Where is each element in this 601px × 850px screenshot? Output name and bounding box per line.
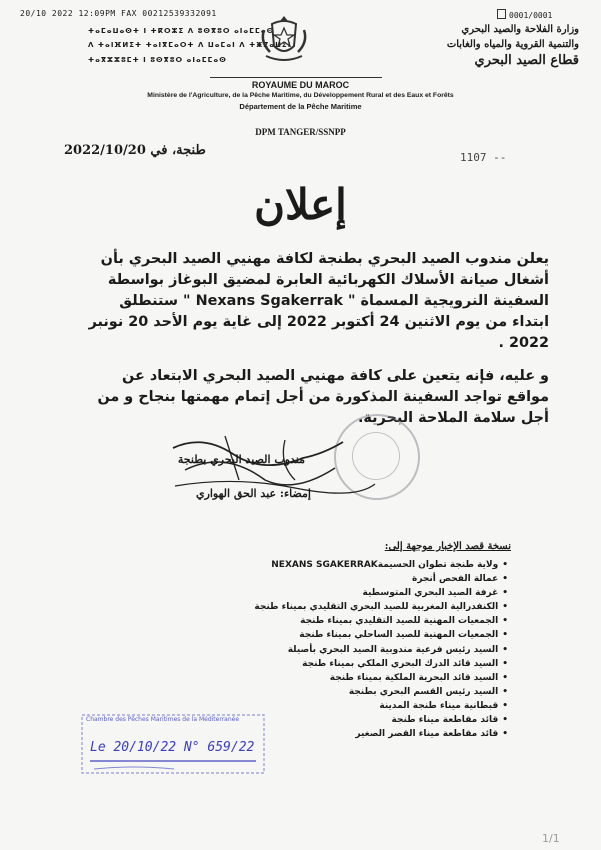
list-item: • قبطانية ميناء طنجة المدينة: [254, 699, 508, 713]
arabic-ministry-line-2: والتنمية القروية والمياه والغابات: [446, 39, 579, 50]
reception-stamp-label: Chambre des Pêches Maritimes de la Méditerranée: [86, 716, 240, 723]
list-item: • قائد مقاطعة ميناء القصر الصغير: [254, 727, 508, 741]
letterhead-rule: [210, 77, 382, 78]
paragraph-2-line: و عليه، فإنه يتعين على كافة مهنيي الصيد البحري الابتعاد عن: [122, 368, 549, 384]
page-counter: 1/1: [542, 832, 560, 845]
paragraph-2-line: أجل سلامة الملاحة البحرية.: [357, 410, 549, 426]
list-item: • الجمعيات المهنية للصيد الساحلي بميناء طنجة: [254, 628, 508, 642]
list-item: • الجمعيات المهنية للصيد التقليدي بميناء طنجة: [254, 614, 508, 628]
arabic-ministry-line-1: وزارة الفلاحة والصيد البحري: [461, 24, 579, 35]
arabic-sector-line: قطاع الصيد البحري: [474, 53, 579, 68]
fax-page-ref: 0001/0001: [497, 9, 552, 20]
announcement-title: إعلان: [254, 180, 347, 229]
paragraph-1-line: السفينة النرويجية المسماة " Nexans Sgakerrak " ستنطلق: [119, 293, 549, 309]
list-item: • قائد مقاطعة ميناء طنجة: [254, 713, 508, 727]
list-item: • السيد قائد الدرك البحري الملكي بميناء طنجة: [254, 657, 508, 671]
place-and-date: طنجة، في 2022/10/20: [64, 143, 206, 158]
ministry-name-fr: Ministère de l'Agriculture, de la Pêche Maritime, du Développement Rural et des Eaux et Forêts: [147, 92, 454, 99]
paragraph-2: [29, 366, 549, 429]
list-item: • الكنفدرالية المغربية للصيد البحري التقليدي بميناء طنجة: [254, 600, 508, 614]
tifinagh-line-3: ⵜⴰⴳⵣⵣⵓⵎⵜ ⵏ ⵓⵙⴳⵓⵔ ⴰⵏⴰⵎⵎⴰⵙ: [88, 56, 227, 64]
list-item: • غرفة الصيد البحري المتوسطية: [254, 586, 508, 600]
signatory-title: مندوب الصيد البحري بطنجة: [177, 453, 305, 466]
list-item: • السيد رئيس القسم البحري بطنجة: [254, 685, 508, 699]
list-item: • السيد قائد البحرية الملكية بميناء طنجة: [254, 671, 508, 685]
tifinagh-line-2: ⴷ ⵜⴰⵏⴼⵍⵉⵜ ⵜⴰⵏⴳⵎⴰⵔⵜ ⴷ ⵡⴰⵎⴰⵏ ⴷ ⵜⵥⴳⴰⵡⵉⵏ: [88, 41, 292, 49]
paragraph-1-line: يعلن مندوب الصيد البحري بطنجة لكافة مهنيي الصيد البحري بأن: [100, 251, 549, 267]
list-item: • عمالة الفحص أنجرة: [254, 572, 508, 586]
signatory-name: إمضاء: عبد الحق الهواري: [195, 487, 311, 500]
list-item: • ولاية طنجة تطوان الحسيمةNEXANS SGAKERRAK: [254, 558, 508, 572]
royal-crest-icon: [258, 14, 310, 64]
kingdom-name: ROYAUME DU MAROC: [251, 80, 350, 90]
paragraph-2-line: مواقع تواجد السفينة المذكورة من أجل إتمام مهمتها بنجاح و من: [97, 389, 549, 405]
distribution-heading: نسخة قصد الإخبار موجهة إلى:: [384, 541, 511, 552]
tifinagh-line-1: ⵜⴰⵎⴰⵡⴰⵙⵜ ⵏ ⵜⴽⵔⵣⵉ ⴷ ⵓⵙⴳⵓⵔ ⴰⵏⴰⵎⵎⴰⵙ: [88, 27, 275, 35]
list-item: • السيد رئيس فرعية مندوبية الصيد البحري بأصيلة: [254, 643, 508, 657]
fax-page-icon: [497, 9, 506, 19]
reference-number: 1107 --: [460, 151, 507, 164]
paragraph-1: [29, 249, 549, 354]
paragraph-1-line: 2022 .: [498, 335, 549, 351]
distribution-list: [254, 558, 508, 741]
department-name-fr: Département de la Pêche Maritime: [239, 102, 362, 111]
reception-stamp-entry: Le 20/10/22 N° 659/22: [90, 740, 255, 755]
paragraph-1-line: أشغال صيانة الأسلاك الكهربائية العابرة لمضيق البوغاز بواسطة: [107, 272, 549, 288]
office-reference: DPM TANGER/SSNPP: [255, 127, 346, 137]
fax-header: 20/10 2022 12:09PM FAX 00212539332091: [20, 9, 217, 18]
paragraph-1-line: ابتداء من يوم الاثنين 24 أكتوبر 2022 إلى غاية يوم الأحد 20 نونبر: [88, 314, 549, 330]
